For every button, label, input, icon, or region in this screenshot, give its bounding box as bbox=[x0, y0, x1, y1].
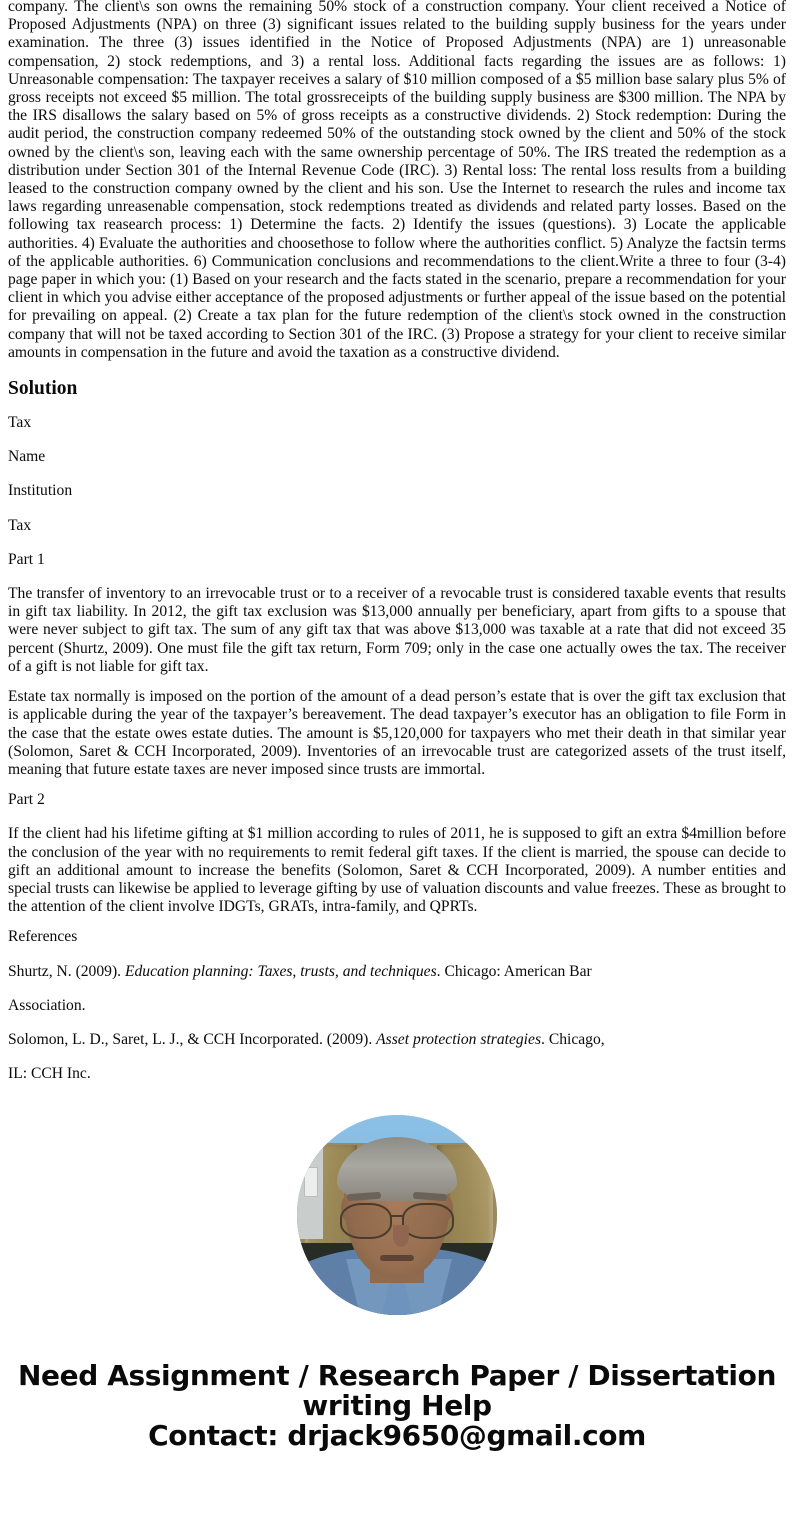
reference-entry-2 bbox=[8, 1031, 786, 1049]
reference-2-prefix: Solomon, L. D., Saret, L. J., & CCH Incorporated. (2009). bbox=[8, 1030, 377, 1048]
portrait-container bbox=[8, 1115, 786, 1315]
part-2-paragraph: If the client had his lifetime gifting at $1 million according to rules of 2011, he is supposed to gift an extra $4million before the conclusion of the year with no requirements to remit federal gift taxes. If the client is married, the spouse can decide to gift an additional amount to increase the benefits (Solomon, Saret & CCH Incorporated, 2009). A number entities and special trusts can likewise be applied to leverage gifting by use of valuation discounts and value freezes. These as brought to the attention of the client involve IDGTs, GRATs, intra-family, and QPRTs. bbox=[8, 825, 786, 916]
promo-footer-line-2: writing Help bbox=[302, 1389, 492, 1423]
reference-1-title: Education planning: Taxes, trusts, and techniques bbox=[124, 962, 437, 980]
photo-lens-left bbox=[340, 1203, 392, 1239]
photo-lens-right bbox=[402, 1203, 454, 1239]
assignment-prompt-paragraph: company. The client\s son owns the remaining 50% stock of a construction company. Your client received a Notice of Proposed Adjustments (NPA) on three (3) significant issues related to the building supply business for the years under examination. The three (3) issues identified in the Notice of Proposed Adjustments (NPA) are 1) unreasonable compensation, 2) stock redemptions, and 3) a rental loss. Additional facts regarding the issues are as follows: 1) Unreasonable compensation: The taxpayer receives a salary of $10 million composed of a $5 million base salary plus 5% of gross receipts not exceed $5 million. The total grossreceipts of the building supply business are $300 million. The NPA by the IRS disallows the salary based on 5% of gross receipts as a constructive dividends. 2) Stock redemption: During the audit period, the construction company redeemed 50% of the outstanding stock owned by the client and 50% of the stock owned by the client\s son, leaving each with the same ownership percentage of 50%. The IRS treated the redemption as a distribution under Section 301 of the Internal Revenue Code (IRC). 3) Rental loss: The rental loss results from a building leased to the construction company owned by the client and his son. Use the Internet to research the rules and income tax laws regarding unreasenable compensation, stock redemptions treated as dividends and related party losses. Based on the following tax reasearch process: 1) Determine the facts. 2) Identify the issues (questions). 3) Locate the applicable authorities. 4) Evaluate the authorities and choosethose to follow where the authorities conflict. 5) Analyze the factsin terms of the applicable authorities. 6) Communication conclusions and recommendations to the client.Write a three to four (3-4) page paper in which you: (1) Based on your research and the facts stated in the scenario, prepare a recommendation for your client in which you advise either acceptance of the proposed adjustments or further appeal of the issue based on the potential for prevailing on appeal. (2) Create a tax plan for the future redemption of the client\s stock owned in the construction company that will not be taxed according to Section 301 of the IRC. (3) Propose a strategy for your client to receive similar amounts in compensation in the future and avoid the taxation as a constructive dividend. bbox=[8, 0, 786, 361]
references-label: References bbox=[8, 928, 78, 946]
part-1-paragraph-2: Estate tax normally is imposed on the portion of the amount of a dead person’s estate that is over the gift tax exclusion that is applicable during the year of the taxpayer’s bereavement. The dead taxpayer’s executor has an obligation to file Form in the case that the estate owes estate duties. The amount is $5,120,000 for taxpayers who met their death in that similar year (Solomon, Saret & CCH Incorporated, 2009). Inventories of an irrevocable trust are categorized assets of the trust itself, meaning that future estate taxes are never imposed since trusts are immortal. bbox=[8, 688, 786, 778]
photo-glasses-bridge bbox=[390, 1215, 404, 1218]
part-1-label: Part 1 bbox=[8, 550, 45, 568]
reference-2-title: Asset protection strategies bbox=[376, 1030, 542, 1048]
reference-entry-2-continuation: IL: CCH Inc. bbox=[8, 1065, 91, 1083]
part-2-label: Part 2 bbox=[8, 791, 45, 809]
reference-entry-1-continuation: Association. bbox=[8, 996, 86, 1014]
promo-footer-contact: Contact: drjack9650@gmail.com bbox=[148, 1419, 646, 1453]
reference-1-prefix: Shurtz, N. (2009). bbox=[8, 962, 125, 980]
reference-2-suffix: . Chicago, bbox=[541, 1030, 605, 1048]
reference-1-suffix: . Chicago: American Bar bbox=[436, 962, 592, 980]
assignment-prompt-section bbox=[8, 0, 786, 362]
promo-footer-line-1: Need Assignment / Research Paper / Dissertation bbox=[17, 1359, 776, 1393]
solution-heading: Solution bbox=[8, 378, 78, 400]
photo-light-switch bbox=[304, 1167, 318, 1197]
header-line-name: Name bbox=[8, 448, 46, 466]
header-line-tax: Tax bbox=[8, 414, 32, 432]
part-1-paragraph-1: The transfer of inventory to an irrevocable trust or to a receiver of a revocable trust is considered taxable events that results in gift tax liability. In 2012, the gift tax exclusion was $13,000 annually per beneficiary, apart from gifts to a spouse that were never subject to gift tax. The sum of any gift tax that was above $13,000 was taxable at a rate that did not exceed 35 percent (Shurtz, 2009). One must file the gift tax return, Form 709; only in the case one actually owes the tax. The receiver of a gift is not liable for gift tax. bbox=[8, 585, 786, 675]
reference-entry-1 bbox=[8, 963, 786, 981]
portrait-photo bbox=[297, 1115, 497, 1315]
header-line-tax-2: Tax bbox=[8, 516, 32, 534]
photo-mouth bbox=[380, 1255, 414, 1260]
header-line-institution: Institution bbox=[8, 482, 73, 500]
promo-footer bbox=[8, 1361, 786, 1465]
part-2-body bbox=[8, 825, 786, 916]
part-1-body bbox=[8, 585, 786, 779]
